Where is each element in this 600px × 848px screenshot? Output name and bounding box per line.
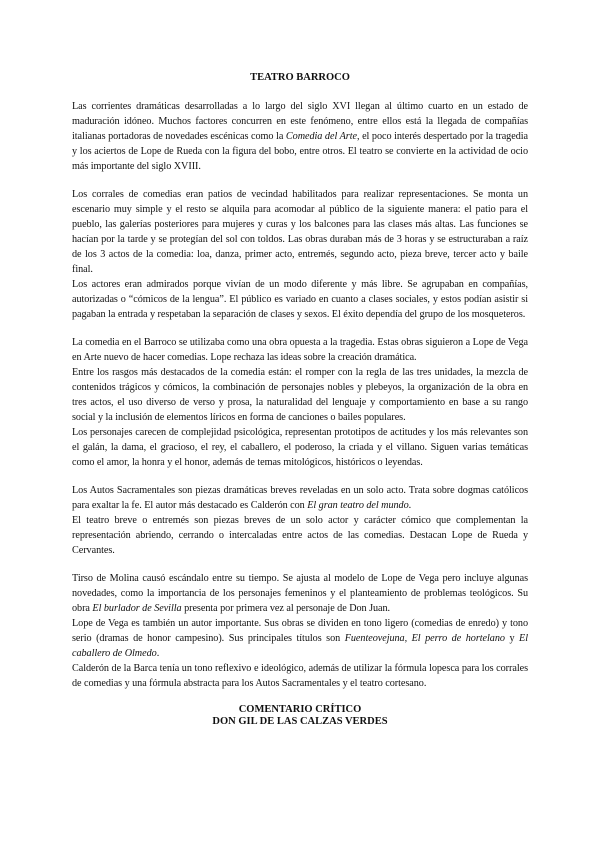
section [72,571,528,691]
paragraph-text: Lope de Vega es también un autor importante. Sus obras se dividen en tono ligero (comedias de enredo) y tono serio (dramas de honor campesino). Sus principales títulos son [72,618,528,644]
section [72,483,528,558]
section [72,187,528,322]
document-title: TEATRO BARROCO [250,72,350,83]
paragraph-text: y [504,633,520,644]
paragraph-text: Entre los rasgos más destacados de la comedia están: el romper con la regla de las tres unidades, la mezcla de contenidos trágicos y cómicos, la combinación de personajes nobles y plebeyos, la organización de la obra en tres actos, el uso diverso de verso y prosa, la naturalidad del lenguaje y comportamiento en base a su rango social y la inclusión de elementos líricos en forma de canciones o bailes populares. [72,367,528,423]
italic-title-text: Comedia del Arte [285,131,357,142]
paragraph-text: Los personajes carecen de complejidad psicológica, representan prototipos de actitudes y los más relevantes son el galán, la dama, el gracioso, el rey, el caballero, el poderoso, la criada y el villano. Siguen varias temáticas como el amor, la honra y el honor, además de temas mitológicos, históricos o leyendas. [72,427,528,468]
paragraph-text: Tirso de Molina causó escándalo entre su tiempo. Se ajusta al modelo de Lope de Vega pero incluye algunas novedades, como la importancia de los personajes femeninos y el planteamiento de problemas teológicos. Su obra [72,573,528,614]
paragraph [72,99,528,174]
paragraph-text: Los actores eran admirados porque vivían de un modo diferente y más libre. Se agrupaban en compañías, autorizadas o “cómicos de la lengua”. El público es variado en cuanto a clases sociales, y estos podían asistir si pagaban la entrada y respetaban la separación de clases y sexos. El éxito dependía del grupo de los mosqueteros. [72,279,528,320]
section [72,99,528,174]
paragraph [72,616,528,661]
section [72,335,528,470]
document-body [72,99,528,691]
italic-title-text: El gran teatro del mundo [307,500,409,511]
paragraph [72,365,528,425]
paragraph-text: El teatro breve o entremés son piezas breves de un solo actor y carácter cómico que complementan la representación abriendo, cerrando o intercaladas entre actos de las comedias. Destacan Lope de Rueda y Cervantes. [72,515,528,556]
paragraph-text: , el poco interés despertado por la tragedia y los aciertos de Lope de Rueda con la figura del bobo, entre otros. El teatro se convierte en la actividad de ocio más importante del siglo XVIII. [72,131,528,172]
paragraph-text: . [408,500,412,511]
paragraph-text: Los corrales de comedias eran patios de vecindad habilitados para realizar representaciones. Se monta un escenario muy simple y el resto se alquila para acomodar al público de la siguiente manera: el patio para el pueblo, las galerías posteriores para mujeres y curas y los balcones para las clases más altas. Las funciones se hacían por la tarde y se protegían del sol con toldos. Las obras duraban más de 3 horas y se estructuraban a raíz de los 3 actos de la comedia: loa, danza, primer acto, entremés, segundo acto, pieza breve, tercer acto y baile final. [72,189,528,275]
paragraph [72,571,528,616]
paragraph-text: Los Autos Sacramentales son piezas dramáticas breves reveladas en un solo acto. Trata sobre dogmas católicos para exaltar la fe. El autor más destacado es Calderón con [72,485,528,511]
commentary-heading: COMENTARIO CRÍTICO [238,704,362,715]
paragraph [72,425,528,470]
paragraph [72,483,528,513]
paragraph [72,513,528,558]
italic-title-text: El burlador de Sevilla [92,603,182,614]
work-title: DON GIL DE LAS CALZAS VERDES [212,716,388,727]
italic-title-text: Fuenteovejuna, El perro de hortelano [344,633,505,644]
paragraph-text: Las corrientes dramáticas desarrolladas a lo largo del siglo XVI llegan al último cuarto en un estado de maduración idóneo. Muchos factores concurren en este fenómeno, entre ellos está la llegada de compañías italianas portadoras de novedades escénicas como la [72,101,528,142]
italic-title-text: El caballero de Olmedo [72,633,528,659]
paragraph-text: presenta por primera vez al personaje de Don Juan. [181,603,391,614]
paragraph-text: Calderón de la Barca tenía un tono reflexivo e ideológico, además de utilizar la fórmula lopesca para los corrales de comedias y una fórmula abstracta para los Autos Sacramentales y el teatro cortesano. [72,663,528,689]
paragraph [72,277,528,322]
paragraph-text: La comedia en el Barroco se utilizaba como una obra opuesta a la tragedia. Estas obras siguieron a Lope de Vega en Arte nuevo de hacer comedias. Lope rechaza las ideas sobre la creación dramática. [72,337,528,363]
paragraph [72,661,528,691]
paragraph-text: . [156,648,160,659]
paragraph [72,335,528,365]
paragraph [72,187,528,277]
